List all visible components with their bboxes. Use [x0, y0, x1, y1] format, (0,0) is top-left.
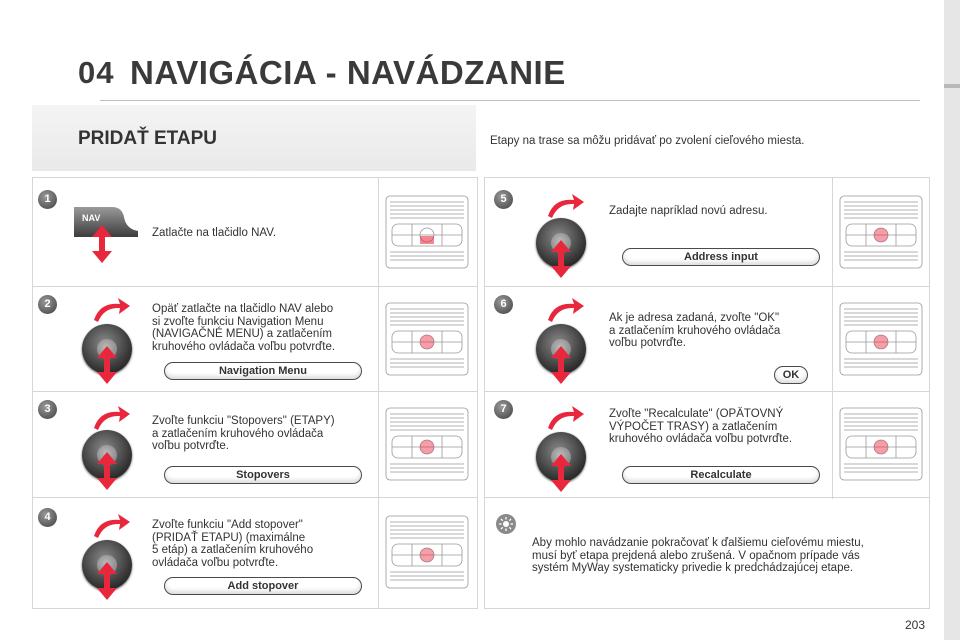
add-stopover-button[interactable]: Add stopover: [164, 577, 362, 595]
step-text: Zvoľte funkciu "Stopovers" (ETAPY) a zatlačením kruhového ovládača voľbu potvrďte.: [152, 415, 335, 452]
step-text: Zatlačte na tlačidlo NAV.: [152, 227, 277, 239]
step-number: 1: [38, 190, 57, 209]
press-arrow-icon: [96, 346, 118, 389]
step-text: Opäť zatlačte na tlačidlo NAV alebo si zvoľte funkciu Navigation Menu (NAVIGAČNÉ MENU) a zatlačením kruhového ovládača voľbu potvrďte.: [152, 303, 336, 353]
step-text: Zvoľte "Recalculate" (OPÄTOVNÝ VÝPOČET TRASY) a zatlačením kruhového ovládača voľbu potvrďte.: [609, 408, 793, 445]
rotate-arrow-icon: [546, 404, 586, 435]
row-divider: [32, 391, 478, 392]
intro-text: Etapy na trase sa môžu pridávať po zvolení cieľového miesta.: [490, 135, 805, 147]
radio-unit-thumbnail: [836, 402, 926, 486]
radio-unit-thumbnail: [382, 190, 472, 274]
tip-text: Aby mohlo navádzanie pokračovať k ďalšiemu cieľovému miestu, musí byť etapa prejdená alebo zrušená. V opačnom prípade vás systém MyWay systematicky privedie k predchádzajúcej etape.: [532, 537, 864, 574]
row-divider: [484, 497, 930, 498]
step-text: Zvoľte funkciu "Add stopover" (PRIDAŤ ETAPU) (maximálne 5 etáp) a zatlačením kruhového ovládača voľbu potvrďte.: [152, 519, 314, 569]
radio-unit-thumbnail: [382, 297, 472, 381]
row-divider: [484, 391, 930, 392]
step-text: Ak je adresa zadaná, zvoľte "OK" a zatlačením kruhového ovládača voľbu potvrďte.: [609, 312, 781, 349]
address-input-button[interactable]: Address input: [622, 248, 820, 266]
rotate-arrow-icon: [92, 296, 132, 327]
nav-key-label: NAV: [82, 213, 101, 223]
page-title: NAVIGÁCIA - NAVÁDZANIE: [130, 54, 566, 91]
column-divider: [378, 177, 379, 609]
step-number: 6: [494, 295, 513, 314]
navigation-menu-button[interactable]: Navigation Menu: [164, 362, 362, 380]
press-arrow-icon: [550, 346, 572, 389]
column-divider: [832, 177, 833, 499]
ok-button[interactable]: OK: [774, 366, 808, 384]
press-arrow-icon: [550, 240, 572, 283]
step-number: 5: [494, 190, 513, 209]
radio-unit-thumbnail: [836, 297, 926, 381]
rotate-arrow-icon: [92, 512, 132, 543]
page-number: 203: [905, 618, 926, 632]
radio-unit-thumbnail: [382, 510, 472, 594]
recalculate-button[interactable]: Recalculate: [622, 466, 820, 484]
step-number: 2: [38, 295, 57, 314]
step-number: 7: [494, 400, 513, 419]
side-strip: [944, 0, 960, 640]
press-arrow-icon: [550, 454, 572, 497]
radio-unit-thumbnail: [836, 190, 926, 274]
press-arrow-icon: [96, 562, 118, 605]
rotate-arrow-icon: [546, 296, 586, 327]
stopovers-button[interactable]: Stopovers: [164, 466, 362, 484]
tip-lightbulb-icon: [496, 514, 516, 539]
row-divider: [32, 286, 478, 287]
row-divider: [484, 286, 930, 287]
title-divider: [100, 100, 920, 101]
step-text: Zadajte napríklad novú adresu.: [609, 205, 768, 217]
chapter-number: 04: [78, 55, 115, 90]
press-arrow-icon: [96, 452, 118, 495]
row-divider: [32, 497, 478, 498]
step-number: 4: [38, 508, 57, 527]
section-title: PRIDAŤ ETAPU: [78, 128, 217, 149]
step-number: 3: [38, 400, 57, 419]
radio-unit-thumbnail: [382, 402, 472, 486]
press-arrow-icon: [91, 225, 113, 268]
